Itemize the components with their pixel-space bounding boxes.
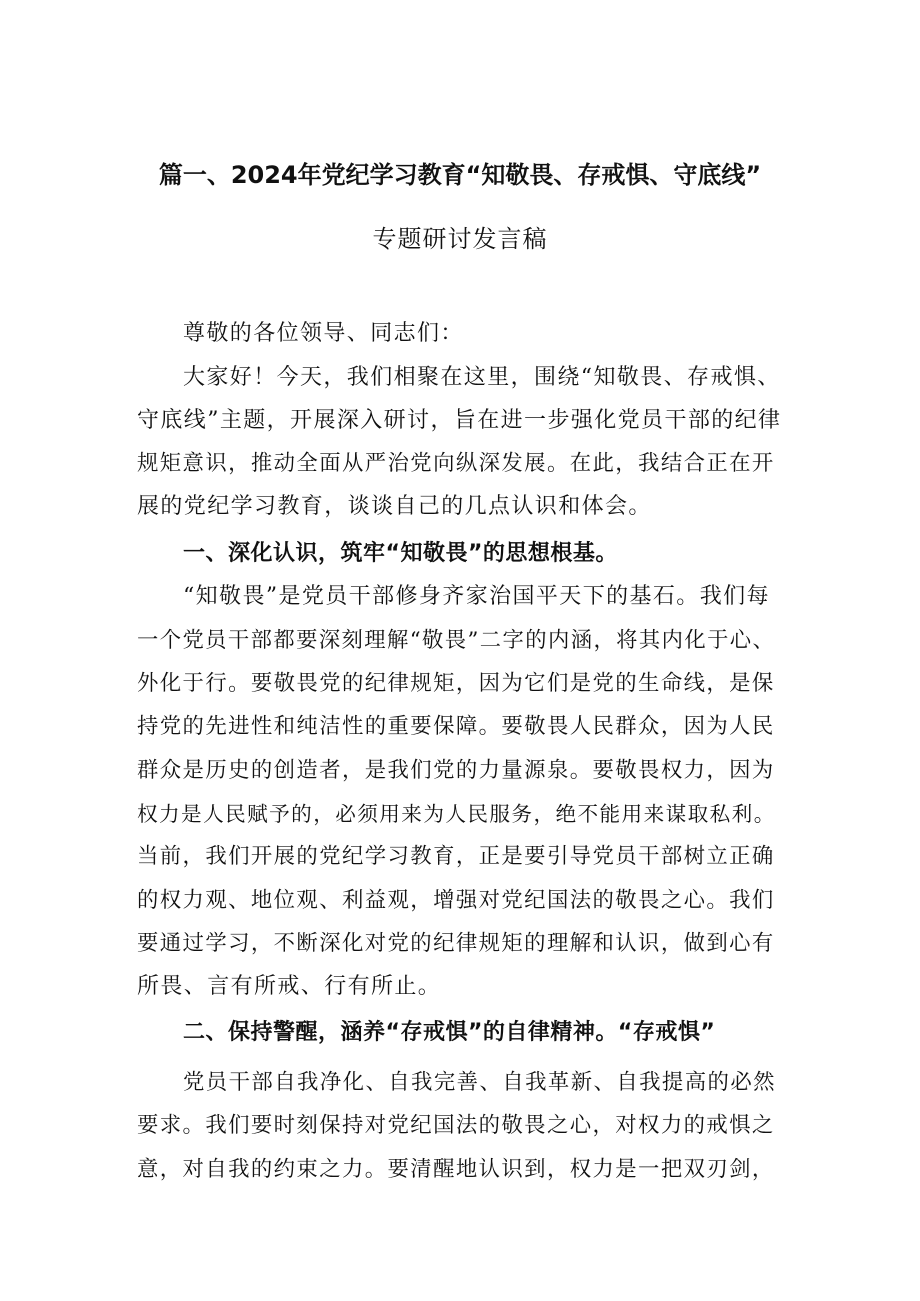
section-1-line: 的权力观、地位观、利益观，增强对党纪国法的敬畏之心。我们 xyxy=(137,888,775,913)
section-1-line: 要通过学习，不断深化对党的纪律规矩的理解和认识，做到心有 xyxy=(137,931,775,956)
section-1-line: 群众是历史的创造者，是我们党的力量源泉。要敬畏权力，因为 xyxy=(137,758,775,783)
section-heading-2: 二、保持警醒，涵养“存戒惧”的自律精神。“存戒惧” xyxy=(183,1020,716,1045)
section-heading-1: 一、深化认识，筑牢“知敬畏”的思想根基。 xyxy=(183,541,618,566)
intro-line: 规矩意识，推动全面从严治党向纵深发展。在此，我结合正在开 xyxy=(137,451,775,476)
intro-line: 展的党纪学习教育，谈谈自己的几点认识和体会。 xyxy=(137,494,652,519)
section-2-line: 党员干部自我净化、自我完善、自我革新、自我提高的必然 xyxy=(183,1070,776,1095)
section-1-line: 当前，我们开展的党纪学习教育，正是要引导党员干部树立正确 xyxy=(137,844,775,869)
section-2-line: 要求。我们要时刻保持对党纪国法的敬畏之心，对权力的戒惧之 xyxy=(137,1113,775,1138)
section-1-line: 外化于行。要敬畏党的纪律规矩，因为它们是党的生命线，是保 xyxy=(137,671,775,696)
section-1-line: 权力是人民赋予的，必须用来为人民服务，绝不能用来谋取私利。 xyxy=(137,802,776,826)
document-title: 篇一、2024年党纪学习教育“知敬畏、存戒惧、守底线” xyxy=(158,161,762,189)
intro-line: 守底线”主题，开展深入研讨，旨在进一步强化党员干部的纪律 xyxy=(137,408,782,433)
section-1-line: 一个党员干部都要深刻理解“敬畏”二字的内涵，将其内化于心、 xyxy=(137,628,776,653)
section-2-line: 意，对自我的约束之力。要清醒地认识到，权力是一把双刃剑， xyxy=(137,1157,775,1182)
salutation: 尊敬的各位领导、同志们： xyxy=(183,321,464,346)
section-1-line: 持党的先进性和纯洁性的重要保障。要敬畏人民群众，因为人民 xyxy=(137,714,775,739)
section-1-line: “知敬畏”是党员干部修身齐家治国平天下的基石。我们每 xyxy=(183,584,770,609)
intro-line: 大家好！今天，我们相聚在这里，围绕“知敬畏、存戒惧、 xyxy=(183,365,781,390)
section-1-line: 所畏、言有所戒、行有所止。 xyxy=(137,974,442,999)
document-subtitle: 专题研讨发言稿 xyxy=(372,225,548,253)
